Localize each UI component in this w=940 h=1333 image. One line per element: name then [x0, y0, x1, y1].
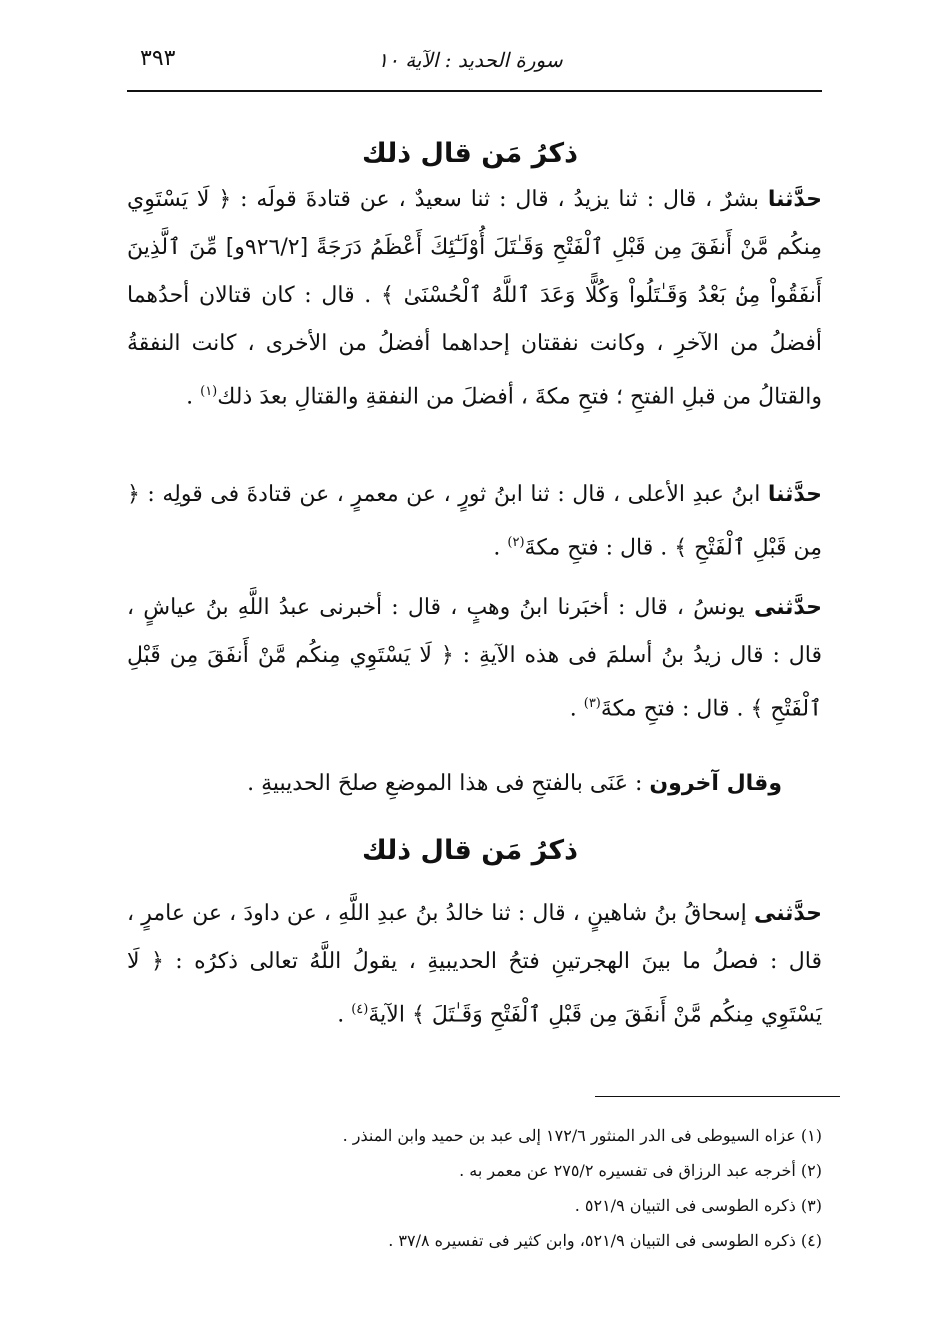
section-heading: ذكرُ مَن قال ذلك — [362, 138, 578, 169]
paragraph — [127, 176, 822, 421]
paragraph-lead: حدَّثنا — [767, 187, 822, 212]
paragraph-end: . — [493, 535, 508, 561]
paragraph-text-continued: . قال : فتحِ مكةَ — [524, 535, 675, 561]
paragraph-text: إسحاقُ بنُ شاهينٍ ، قال : ثنا خالدُ بنُ عبدِ اللَّهِ ، عن داودَ ، عن عامرٍ ، قال : فصلُ ما بينَ الهجرتينِ فتحُ الحديبيةِ ، يقولُ اللَّهُ تعالى ذكرُه : — [127, 901, 822, 974]
paragraph-lead: حدَّثنا — [767, 482, 822, 507]
header-rule — [127, 90, 822, 92]
footnote: (٢) أخرجه عبد الرزاق فى تفسيره ٢٧٥/٢ عن معمر به . — [459, 1161, 822, 1180]
paragraph — [127, 890, 822, 1039]
footnote-ref: (٣) — [583, 696, 601, 711]
paragraph — [127, 584, 822, 733]
quran-quote: ﴿ لَا يَسْتَوِي مِنكُم مَّنْ أَنفَقَ مِن قَبْلِ ٱلْفَتْحِ ﴾ — [127, 643, 822, 722]
paragraph-lead: وقال آخرون — [649, 771, 782, 796]
paragraph-lead: حدَّثنى — [753, 901, 822, 926]
paragraph-text: يونسُ ، قال : أخبَرنا ابنُ وهبٍ ، قال : أخبرنى عبدُ اللَّهِ بنُ عياشٍ ، قال : قال زيدُ بنُ أسلمَ فى هذه الآيةِ : — [127, 595, 823, 668]
footnote: (١) عزاه السيوطى فى الدر المنثور ١٧٢/٦ إلى عبد بن حميد وابن المنذر . — [342, 1126, 822, 1145]
paragraph-end: . — [569, 696, 584, 722]
quran-quote: ﴿ مِن قَبْلِ ٱلْفَتْحِ ﴾ — [127, 482, 822, 561]
footnote: (٣) ذكره الطوسى فى التبيان ٥٢١/٩ . — [574, 1196, 822, 1215]
paragraph-text-continued: . قال : فتحِ مكةَ — [600, 696, 751, 722]
paragraph-text: ابنُ عبدِ الأعلى ، قال : ثنا ابنُ ثورٍ ، عن معمرٍ ، عن قتادةَ فى قولِه : — [139, 482, 768, 507]
footnote-ref: (٤) — [351, 1002, 369, 1017]
running-title: سورة الحديد : الآية ١٠ — [377, 48, 563, 72]
paragraph — [127, 760, 822, 808]
quran-quote: ﴿ لَا يَسْتَوِي مِنكُم مَّنْ أَنفَقَ مِن قَبْلِ ٱلْفَتْحِ وَقَـٰتَلَ ﴾ — [127, 949, 822, 1028]
footnote: (٤) ذكره الطوسى فى التبيان ٥٢١/٩، وابن كثير فى تفسيره ٣٧/٨ . — [388, 1231, 822, 1250]
paragraph — [127, 471, 822, 572]
footnotes — [127, 1118, 822, 1258]
paragraph-end: . — [337, 1002, 352, 1028]
paragraph-text-continued: . قال : كان قتالان أحدُهما أفضلُ من الآخرِ ، وكانت نفقتان إحداهما أفضلُ من الأخرى ، كانت النفقةُ والقتالُ من قبلِ الفتحِ ؛ فتحِ مكةَ ، أفضلَ من النفقةِ والقتالِ بعدَ ذلك — [127, 283, 822, 410]
section-heading: ذكرُ مَن قال ذلك — [362, 835, 578, 866]
page-number: ٣٩٣ — [140, 46, 176, 71]
paragraph-text: : عَنَى بالفتحِ فى هذا الموضعِ صلحَ الحديبيةِ . — [247, 771, 650, 796]
footnote-ref: (١) — [200, 384, 218, 399]
paragraph-lead: حدَّثنى — [753, 595, 822, 620]
footnote-ref: (٢) — [507, 535, 525, 550]
paragraph-text: بشرٌ ، قال : ثنا يزيدُ ، قال : ثنا سعيدٌ ، عن قتادةَ قولَه : — [231, 187, 768, 212]
paragraph-text-continued: الآيةَ — [368, 1002, 412, 1028]
paragraph-end: . — [186, 384, 201, 410]
quran-quote: ﴿ لَا يَسْتَوِي مِنكُم مَّنْ أَنفَقَ مِن قَبْلِ ٱلْفَتْحِ وَقَـٰتَلَ أُوْلَـٰٓئِكَ أَعْظَمُ دَرَجَةً [٩٢٦/٢و] مِّنَ ٱلَّذِينَ أَنفَقُواْ مِنۢ بَعْدُ وَقَـٰتَلُواْ وَكُلًّا وَعَدَ ٱللَّهُ ٱلْحُسْنَىٰ ﴾ — [127, 187, 823, 308]
footnote-separator — [595, 1096, 840, 1097]
